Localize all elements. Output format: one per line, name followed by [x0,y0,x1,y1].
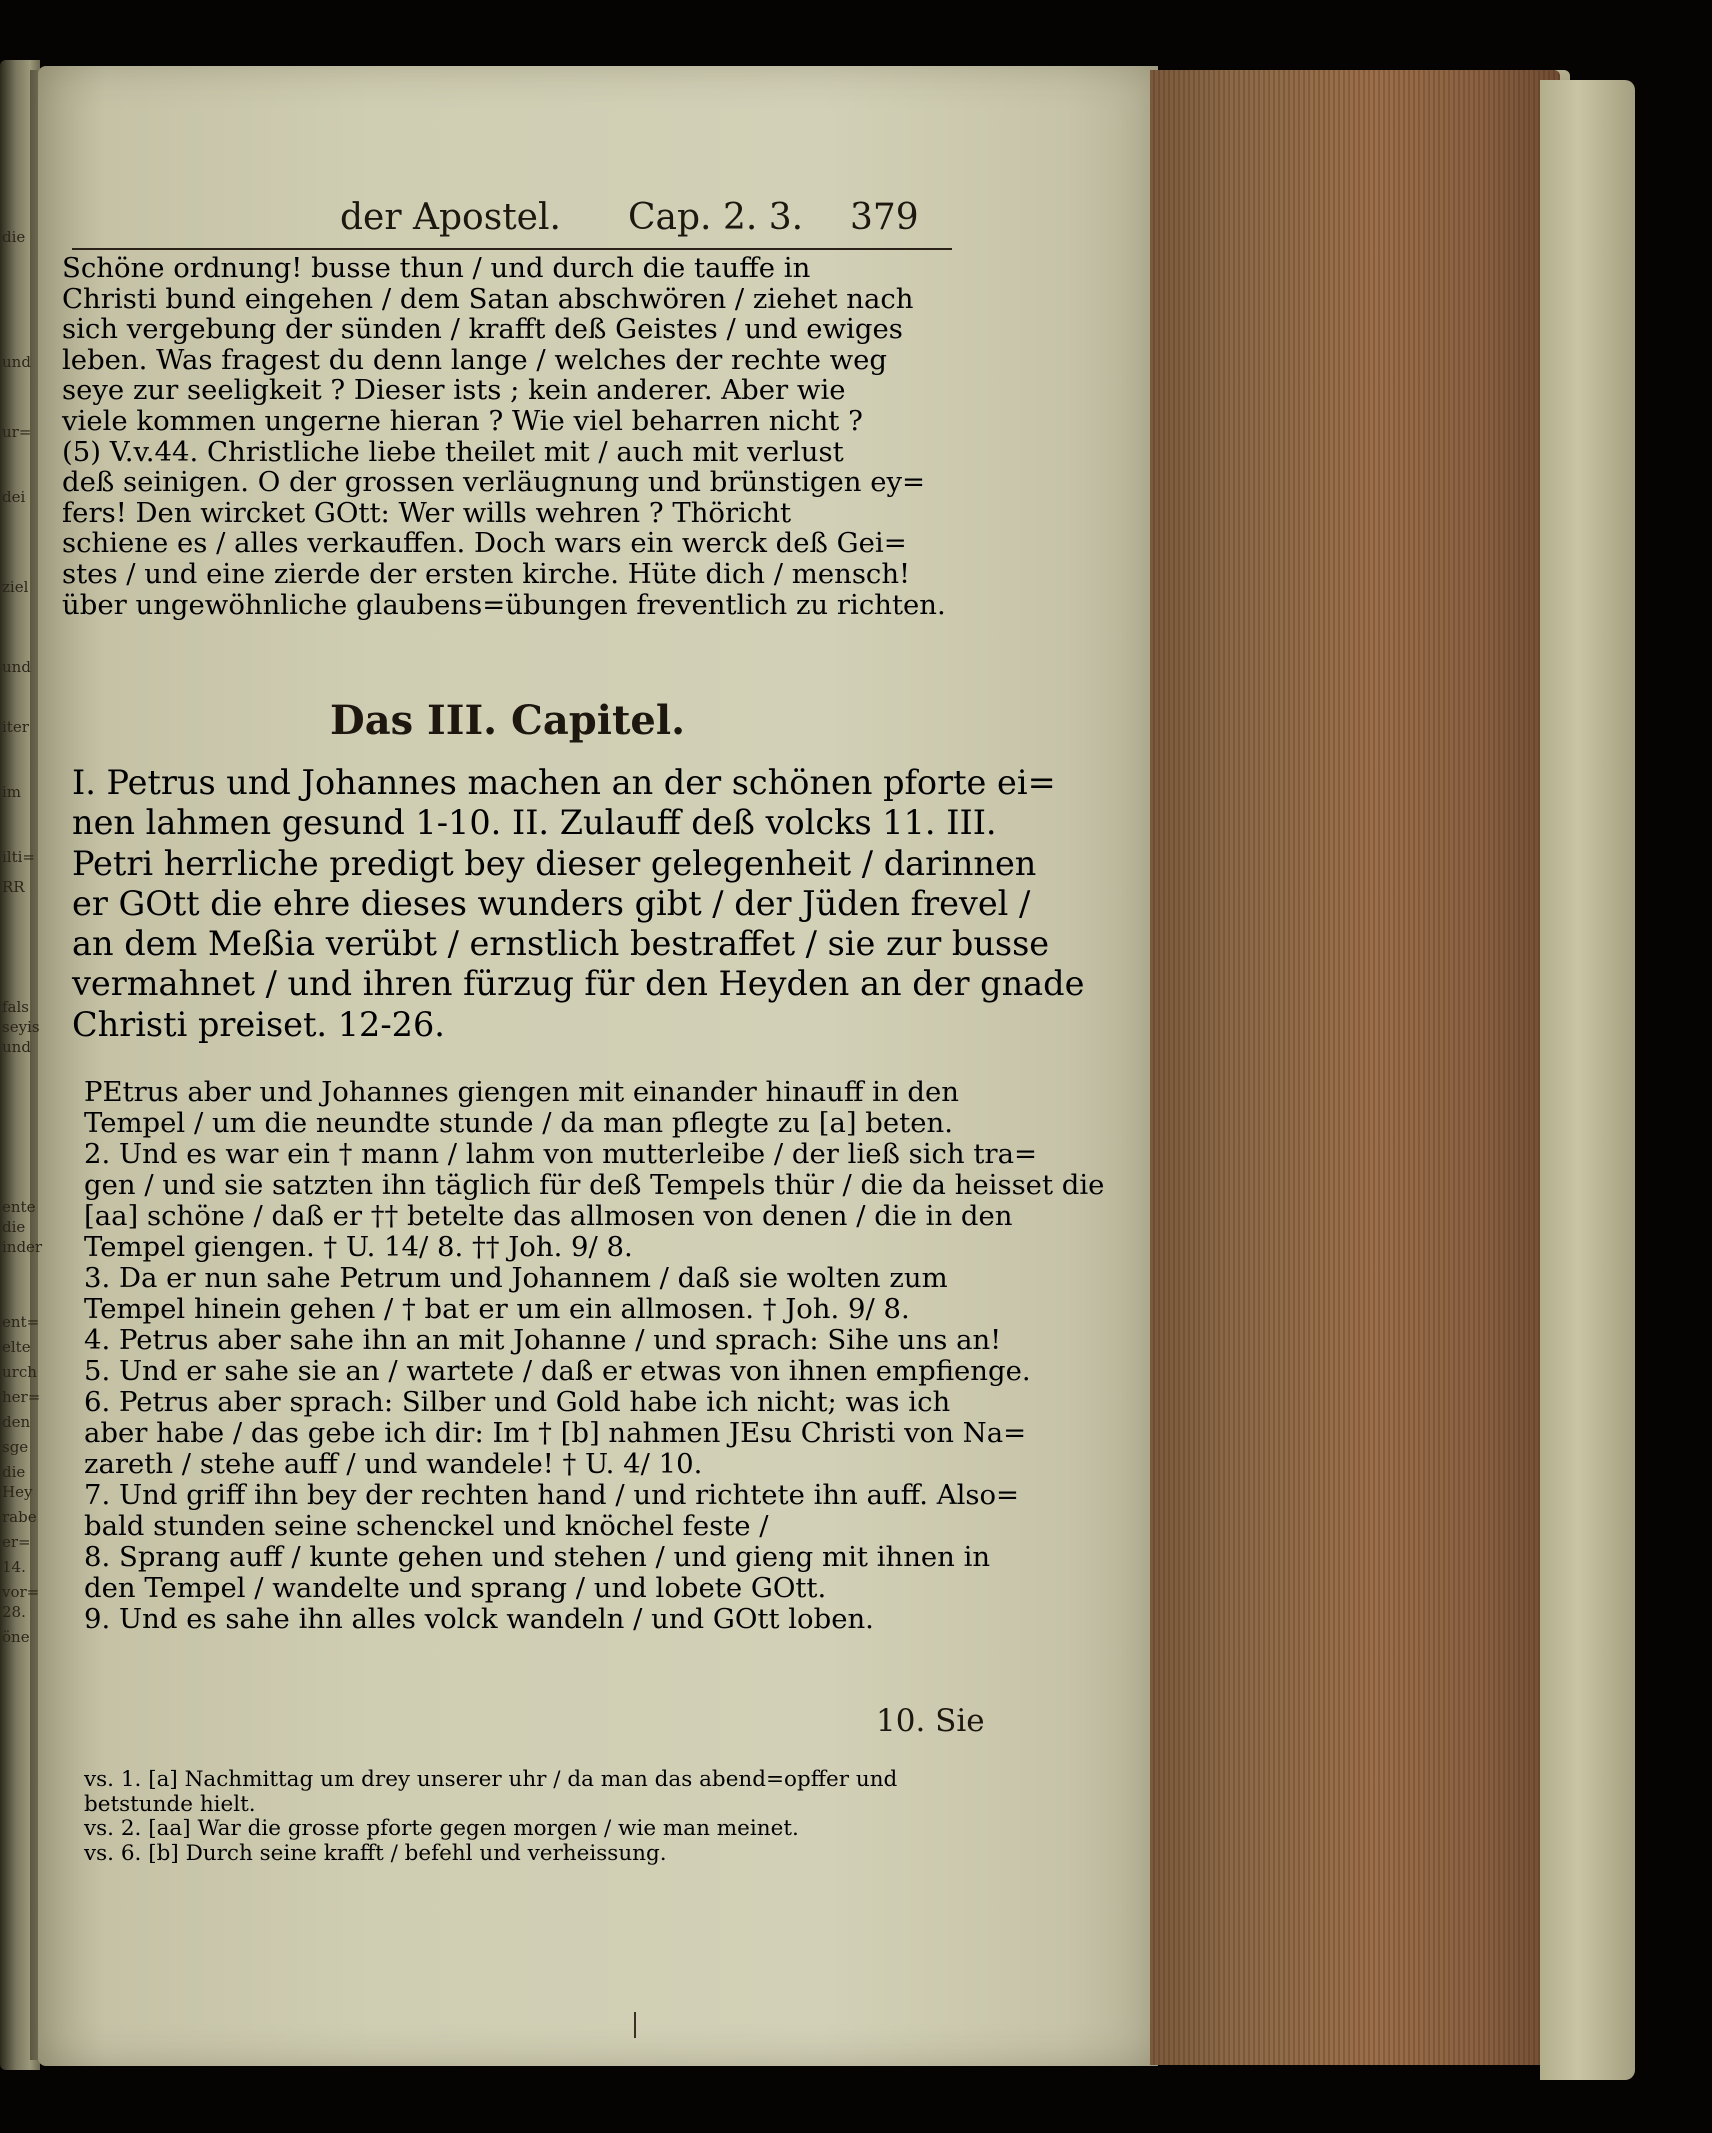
page-number: 379 [850,197,919,238]
running-head [340,195,970,243]
left-page-fragment: die [2,1463,26,1481]
head-rule [72,248,952,250]
verse-line: 7. Und griff ihn bey der rechten hand / und richtete ihn auff. Also= [84,1479,1020,1511]
left-page-fragments [0,228,43,1910]
catchword: 10. Sie [876,1703,985,1739]
summary-line: er GOtt die ehre dieses wunders gibt / der Jüden frevel / [72,883,1031,923]
verse-line: Tempel / um die neundte stunde / da man pflegte zu [a] beten. [84,1107,953,1139]
left-page-fragment: iter [2,718,29,736]
left-page-fragment: ziel [2,578,29,596]
commentary-line: viele kommen ungerne hieran ? Wie viel beharren nicht ? [62,404,863,437]
verse-text [84,1076,1105,1635]
verse-line: zareth / stehe auff / und wandele! † U. 4/ 10. [84,1448,703,1480]
footnote-line: vs. 1. [a] Nachmittag um drey unserer uhr / da man das abend=opffer und [84,1767,898,1792]
left-page-fragment: ilti= [2,848,35,866]
left-page-fragment: RR [2,878,25,896]
left-page-fragment: ente [2,1198,36,1216]
verse-line: Tempel hinein gehen / † bat er um ein allmosen. † Joh. 9/ 8. [84,1293,910,1325]
commentary-text [62,253,982,620]
verse-line: 3. Da er nun sahe Petrum und Johannem / daß sie wolten zum [84,1262,948,1294]
commentary-line: schiene es / alles verkauffen. Doch wars ein werck deß Gei= [62,527,907,560]
commentary-line: über ungewöhnliche glaubens=übungen freventlich zu richten. [62,588,946,621]
left-page-fragment: ur= [2,423,32,441]
left-page-fragment: rabe [2,1508,37,1526]
commentary-line: (5) V.v.44. Christliche liebe theilet mit / auch mit verlust [62,435,844,468]
verse-line: den Tempel / wandelte und sprang / und lobete GOtt. [84,1572,827,1604]
left-page-fragment: und [2,1038,31,1056]
chapter-heading: Das III. Capitel. [330,697,685,744]
commentary-line: fers! Den wircket GOtt: Wer wills wehren ? Thöricht [62,496,792,529]
left-page-fragment: die [2,228,26,246]
verse-line: 5. Und er sahe sie an / wartete / daß er etwas von ihnen empfienge. [84,1355,1031,1387]
left-page-fragment: 28. [2,1603,26,1621]
fore-edge [1150,70,1560,2065]
footnote-line: vs. 6. [b] Durch seine krafft / befehl und verheissung. [84,1840,667,1866]
verse-line: PEtrus aber und Johannes giengen mit einander hinauff in den [84,1076,959,1108]
commentary-line: sich vergebung der sünden / krafft deß Geistes / und ewiges [62,313,903,346]
left-page-fragment: die [2,1218,26,1236]
running-head-chapter: Cap. 2. 3. [628,197,804,238]
commentary-line: Schöne ordnung! busse thun / und durch die tauffe in [62,252,811,284]
binding-board [1540,80,1635,2080]
footnotes [84,1768,1004,1866]
verse-line: [aa] schöne / daß er †† betelte das allmosen von denen / die in den [84,1200,1013,1232]
verse-line: 9. Und es sahe ihn alles volck wandeln / und GOtt loben. [84,1603,874,1635]
left-page-fragment: seyis [2,1018,40,1036]
left-page-fragment: und [2,658,31,676]
commentary-line: stes / und eine zierde der ersten kirche. Hüte dich / mensch! [62,557,911,590]
footnote-line: betstunde hielt. [84,1791,256,1817]
left-page-fragment: und [2,353,31,371]
verse-line: aber habe / das gebe ich dir: Im † [b] nahmen JEsu Christi von Na= [84,1417,1027,1449]
left-page-fragment: dei [2,488,26,506]
left-page-fragment: elte [2,1338,31,1356]
left-page-fragment: im [2,783,22,801]
left-page-fragment: öne [2,1628,30,1646]
summary-line: nen lahmen gesund 1-10. II. Zulauff deß volcks 11. III. [72,803,997,843]
summary-line: I. Petrus und Johannes machen an der schönen pforte ei= [72,763,1056,802]
summary-line: Christi preiset. 12-26. [72,1004,445,1044]
chapter-summary [72,763,1085,1045]
verse-line: 6. Petrus aber sprach: Silber und Gold habe ich nicht; was ich [84,1386,951,1418]
summary-line: an dem Meßia verübt / ernstlich bestraffet / sie zur busse [72,924,1050,964]
verse-line: bald stunden seine schenckel und knöchel feste / [84,1510,769,1542]
verse-line: 8. Sprang auff / kunte gehen und stehen / und gieng mit ihnen in [84,1541,991,1573]
left-page-fragment: sge [2,1438,29,1456]
left-page-fragment: inder [2,1238,43,1256]
summary-line: Petri herrliche predigt bey dieser gelegenheit / darinnen [72,843,1037,883]
commentary-line: leben. Was fragest du denn lange / welches der rechte weg [62,343,888,376]
left-page-fragment: urch [2,1363,37,1381]
left-page-fragment: den [2,1413,31,1431]
summary-line: vermahnet / und ihren fürzug für den Heyden an der gnade [72,964,1085,1004]
verse-line: 2. Und es war ein † mann / lahm von mutterleibe / der ließ sich tra= [84,1138,1038,1170]
left-page-fragment: ent= [2,1313,40,1331]
left-page-fragment: fals [2,998,29,1016]
verse-line: gen / und sie satzten ihn täglich für deß Tempels thür / die da heisset die [84,1169,1105,1201]
left-page-fragment: er= [2,1533,31,1551]
left-page-fragment: her= [2,1388,41,1406]
ink-mark [634,2012,636,2038]
verse-line: Tempel giengen. † U. 14/ 8. †† Joh. 9/ 8. [84,1231,633,1263]
commentary-line: deß seinigen. O der grossen verläugnung und brünstigen ey= [62,466,926,499]
left-page-fragment: vor= [2,1583,40,1601]
commentary-line: Christi bund eingehen / dem Satan abschwören / ziehet nach [62,282,914,315]
running-head-title: der Apostel. [340,197,561,238]
commentary-line: seye zur seeligkeit ? Dieser ists ; kein anderer. Aber wie [62,374,846,407]
left-page-fragment: Hey [2,1483,33,1501]
left-page-fragment: 14. [2,1558,26,1576]
verse-line: 4. Petrus aber sahe ihn an mit Johanne / und sprach: Sihe uns an! [84,1324,1002,1356]
footnote-line: vs. 2. [aa] War die grosse pforte gegen morgen / wie man meinet. [84,1816,799,1841]
